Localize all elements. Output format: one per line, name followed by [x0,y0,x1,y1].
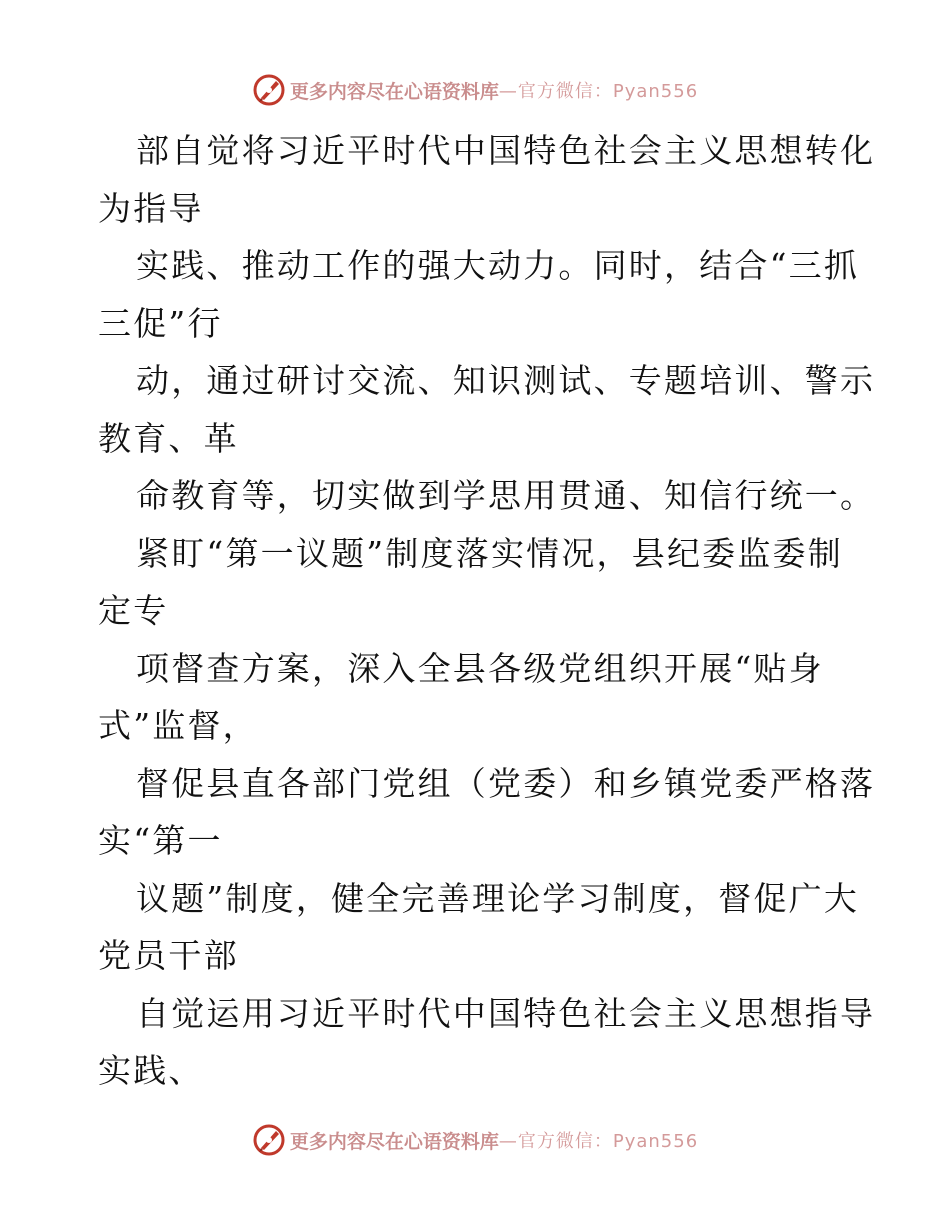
body-line: 部自觉将习近平时代中国特色社会主义思想转化 [136,131,876,170]
body-line: 动，通过研讨交流、知识测试、专题培训、警示 [136,361,876,400]
body-line: 式”监督， [98,706,258,745]
header-brand-text: 更多内容尽在心语资料库 [289,80,499,103]
footer-wechat-text: —官方微信：Pyan556 [498,1131,699,1152]
body-line: 实“第一 [98,821,223,860]
quill-logo-icon [252,73,286,107]
body-line: 实践、 [98,1051,204,1090]
page-footer [0,1120,950,1160]
body-line: 实践、推动工作的强大动力。同时，结合“三抓 [136,246,860,285]
document-body [98,122,876,1100]
body-line: 督促县直各部门党组（党委）和乡镇党委严格落 [136,763,876,803]
body-line: 三促”行 [98,303,223,343]
body-line: 为指导 [98,188,204,228]
header-wechat-text: —官方微信：Pyan556 [498,81,699,102]
body-line: 项督查方案，深入全县各级党组织开展“贴身 [136,648,824,688]
quill-logo-icon [252,1123,286,1157]
page-header [0,70,950,110]
body-line: 教育、革 [98,418,239,458]
body-line: 党员干部 [98,936,239,975]
body-line: 紧盯“第一议题”制度落实情况，县纪委监委制 [136,533,843,573]
footer-brand-text: 更多内容尽在心语资料库 [289,1130,499,1153]
body-line: 命教育等，切实做到学思用贯通、知信行统一。 [136,476,876,515]
body-line: 议题”制度，健全完善理论学习制度，督促广大 [136,878,860,918]
body-line: 自觉运用习近平时代中国特色社会主义思想指导 [136,993,876,1033]
body-line: 定专 [98,591,169,630]
